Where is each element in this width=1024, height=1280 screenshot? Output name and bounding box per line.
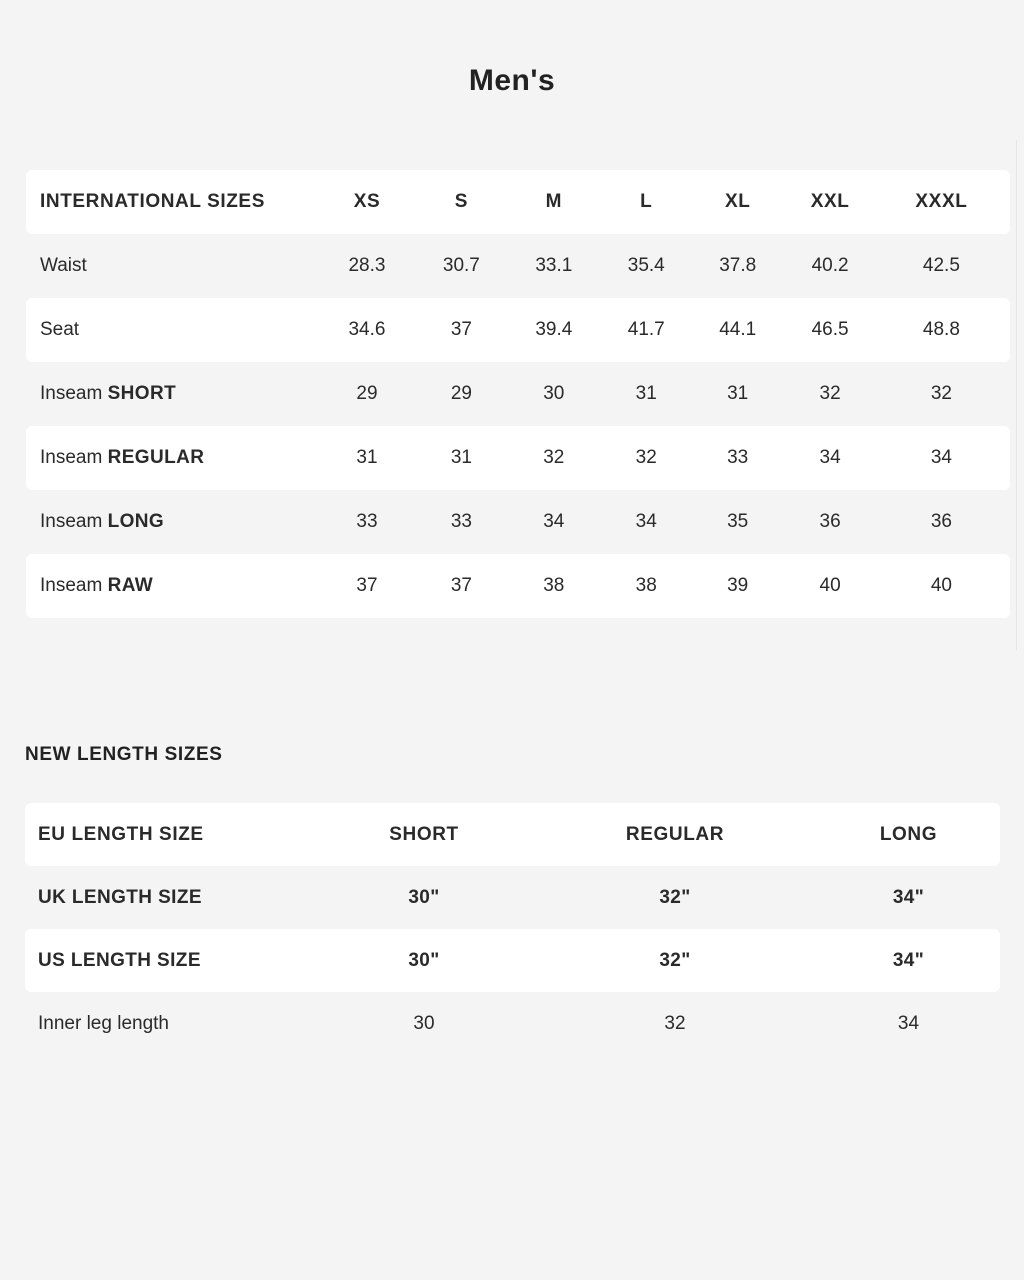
table-cell: 34 [635, 511, 657, 532]
table-cell: 35 [727, 511, 749, 532]
table-cell: 40 [930, 575, 952, 596]
table-cell: 37 [450, 575, 472, 596]
row-label-bold: RAW [107, 575, 154, 596]
table-cell: 36 [819, 511, 841, 532]
header-short: SHORT [389, 823, 459, 845]
row-label-text: Inseam [40, 511, 108, 532]
table-row-inseam-long [26, 490, 1010, 554]
table-row-uk-length [25, 866, 1000, 929]
header-size-l: L [640, 191, 653, 212]
table-row-waist [26, 234, 1010, 298]
table-cell: 29 [450, 383, 472, 404]
new-length-sizes-heading: NEW LENGTH SIZES [25, 744, 223, 765]
header-size-m: M [545, 191, 563, 212]
table-cell: 30" [408, 886, 440, 908]
table-cell: 30 [543, 383, 565, 404]
table-cell: 34.6 [348, 319, 386, 340]
table-row-inseam-regular [26, 426, 1010, 490]
table-cell: 38 [635, 575, 657, 596]
international-sizes-table [26, 170, 1010, 618]
table-cell: 39.4 [535, 319, 573, 340]
length-sizes-table [25, 803, 1000, 1055]
table-cell: 29 [356, 383, 378, 404]
row-label [26, 383, 314, 405]
table-cell: 32" [659, 949, 691, 971]
header-international-sizes: INTERNATIONAL SIZES [40, 191, 265, 212]
table-cell: 33 [727, 447, 749, 468]
table-cell: 32 [664, 1012, 686, 1034]
table-cell: 31 [727, 383, 749, 404]
row-label [26, 447, 314, 469]
header-eu-length-size: EU LENGTH SIZE [38, 823, 204, 845]
header-size-xxxl: XXXL [915, 191, 968, 212]
header-size-xxl: XXL [810, 191, 850, 212]
row-label-bold: REGULAR [107, 447, 205, 468]
row-label: UK LENGTH SIZE [38, 886, 202, 908]
table-cell: 48.8 [922, 319, 960, 340]
table-cell: 32 [819, 383, 841, 404]
table-cell: 38 [543, 575, 565, 596]
row-label [26, 319, 314, 341]
header-long: LONG [879, 823, 938, 845]
table-row-inner-leg-length [25, 992, 1000, 1055]
row-label-text: Inseam [40, 447, 108, 468]
table-cell: 30" [408, 949, 440, 971]
table-cell: 30.7 [442, 255, 480, 276]
table-cell: 28.3 [348, 255, 386, 276]
table-cell: 35.4 [627, 255, 665, 276]
page-title: Men's [468, 64, 556, 97]
table-cell: 31 [356, 447, 378, 468]
table-cell: 34" [892, 886, 925, 908]
table-row-us-length [25, 929, 1000, 992]
table-row-inseam-short [26, 362, 1010, 426]
table-cell: 37 [450, 319, 472, 340]
table-cell: 36 [930, 511, 952, 532]
table-cell: 34 [897, 1012, 920, 1034]
table-cell: 46.5 [811, 319, 849, 340]
table-cell: 31 [635, 383, 657, 404]
table-cell: 39 [727, 575, 749, 596]
row-label: Inner leg length [38, 1012, 169, 1034]
table-cell: 33 [450, 511, 472, 532]
row-label [26, 255, 314, 277]
table-cell: 31 [450, 447, 472, 468]
table-header-row [25, 803, 1000, 866]
table-cell: 37.8 [719, 255, 757, 276]
row-label-bold: LONG [107, 511, 165, 532]
header-size-xs: XS [353, 191, 381, 212]
table-cell: 40 [819, 575, 841, 596]
header-regular: REGULAR [625, 823, 725, 845]
row-label-text: Inseam [40, 383, 108, 404]
row-label-text: Waist [40, 255, 87, 276]
header-size-xl: XL [724, 191, 751, 212]
table-cell: 32 [930, 383, 952, 404]
header-size-s: S [454, 191, 469, 212]
row-label: US LENGTH SIZE [38, 949, 201, 971]
table-cell: 30 [413, 1012, 435, 1034]
table-cell: 40.2 [811, 255, 849, 276]
table-cell: 32 [543, 447, 565, 468]
table-cell: 33.1 [535, 255, 573, 276]
table-row-inseam-raw [26, 554, 1010, 618]
table-cell: 34 [930, 447, 952, 468]
row-label-text: Seat [40, 319, 80, 340]
table-cell: 33 [356, 511, 378, 532]
table-cell: 32" [659, 886, 691, 908]
table-cell: 44.1 [719, 319, 757, 340]
row-label [26, 511, 314, 533]
row-label [26, 575, 314, 597]
table-cell: 37 [356, 575, 378, 596]
row-label-bold: SHORT [107, 383, 177, 404]
table-row-seat [26, 298, 1010, 362]
table-cell: 32 [635, 447, 657, 468]
table-cell: 34 [819, 447, 841, 468]
row-label-text: Inseam [40, 575, 108, 596]
table-cell: 34" [892, 949, 925, 971]
divider [1016, 140, 1017, 650]
table-cell: 42.5 [922, 255, 960, 276]
table-cell: 34 [543, 511, 565, 532]
table-header-row [26, 170, 1010, 234]
table-cell: 41.7 [627, 319, 665, 340]
